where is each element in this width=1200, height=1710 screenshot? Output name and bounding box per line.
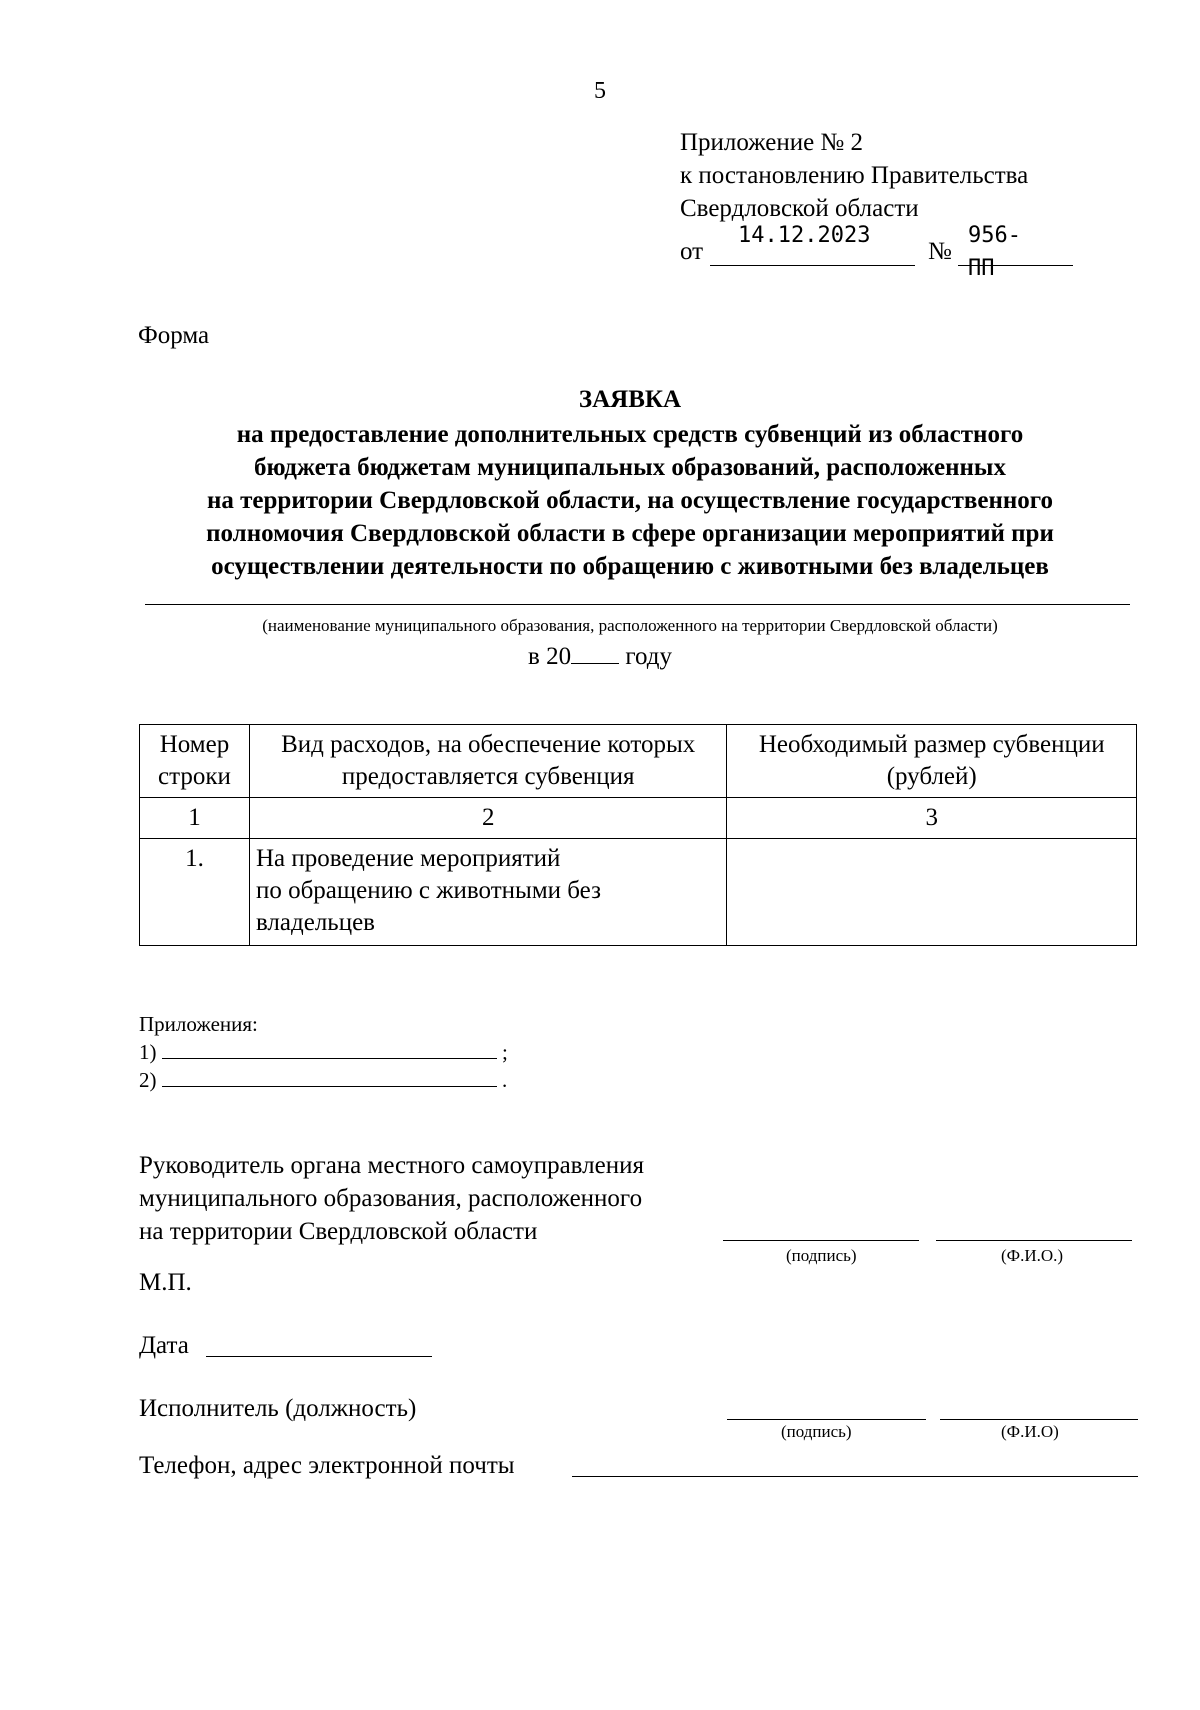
header-text: предоставляется субвенция — [341, 763, 635, 790]
title-line: полномочия Свердловской области в сфере организации мероприятий при — [206, 520, 1054, 547]
date-line[interactable] — [206, 1356, 432, 1357]
year-suffix: году — [625, 643, 672, 670]
annex-reference: к постановлению Правительства — [680, 162, 1029, 189]
page-number: 5 — [594, 78, 606, 104]
title-line: на территории Свердловской области, на осуществление государственного — [207, 487, 1053, 514]
appendix-end: ; — [502, 1040, 508, 1064]
title-line: бюджета бюджетам муниципальных образований, расположенных — [254, 454, 1006, 481]
appendix-end: . — [502, 1068, 508, 1092]
appendix-prefix: 2) — [139, 1068, 157, 1092]
subvention-table — [139, 724, 1137, 946]
annex-date-value: 14.12.2023 — [738, 223, 871, 248]
header-required-amount — [727, 725, 1137, 798]
title-heading: ЗАЯВКА — [578, 386, 682, 413]
appendices-label: Приложения: — [139, 1012, 258, 1036]
table-numbering-row — [140, 798, 1137, 839]
title-line: осуществлении деятельности по обращению с животными без владельцев — [211, 553, 1049, 580]
header-text: Вид расходов, на обеспечение которых — [281, 731, 696, 758]
column-number: 1 — [140, 798, 250, 839]
row-expense-type — [249, 839, 726, 946]
row-text-line: владельцев — [255, 909, 375, 936]
head-line: муниципального образования, расположенного — [139, 1185, 643, 1212]
year-line — [0, 641, 1200, 671]
appendix-blank[interactable] — [162, 1040, 497, 1059]
appendix-item — [139, 1038, 508, 1066]
column-number: 3 — [727, 798, 1137, 839]
header-text: строки — [158, 763, 231, 790]
annex-date-number-line — [680, 223, 1028, 281]
table-row — [140, 839, 1137, 946]
year-prefix: в 20 — [528, 643, 572, 670]
header-row-number — [140, 725, 250, 798]
row-text-line: по обращению с животными без — [255, 877, 601, 904]
annex-number-prefix: № — [928, 238, 952, 265]
executor-signature-line[interactable] — [727, 1419, 926, 1420]
head-name-caption: (Ф.И.О.) — [1001, 1246, 1064, 1265]
head-signature-line[interactable] — [723, 1240, 919, 1241]
head-signature-caption: (подпись) — [786, 1246, 857, 1265]
appendix-item — [139, 1066, 508, 1094]
table-header-row — [140, 725, 1137, 798]
municipality-name-line[interactable] — [145, 604, 1130, 605]
executor-signature-caption: (подпись) — [781, 1422, 852, 1441]
appendices-block — [139, 1010, 508, 1094]
column-number: 2 — [249, 798, 726, 839]
header-text: Необходимый размер субвенции — [758, 731, 1105, 758]
stamp-label: М.П. — [139, 1269, 192, 1296]
head-line: на территории Свердловской области — [139, 1218, 538, 1245]
head-signature-text — [139, 1149, 644, 1248]
appendix-prefix: 1) — [139, 1040, 157, 1064]
title-line: на предоставление дополнительных средств субвенций из областного — [236, 421, 1024, 448]
annex-title: Приложение № 2 — [680, 129, 864, 156]
document-title — [130, 383, 1130, 583]
executor-name-line[interactable] — [940, 1419, 1138, 1420]
header-expense-type — [249, 725, 726, 798]
head-name-line[interactable] — [936, 1240, 1132, 1241]
municipality-caption: (наименование муниципального образования, расположенного на территории Свердловской области) — [262, 616, 998, 635]
row-text-line: На проведение мероприятий — [255, 845, 561, 872]
annex-number-value: 956-ПП — [968, 223, 1021, 281]
annex-region: Свердловской области — [680, 195, 919, 222]
header-text: (рублей) — [886, 763, 977, 790]
form-label: Форма — [138, 322, 210, 349]
date-label: Дата — [139, 1332, 189, 1359]
annex-block — [680, 126, 1029, 281]
appendix-blank[interactable] — [162, 1068, 497, 1087]
row-amount-cell[interactable] — [727, 839, 1137, 946]
executor-name-caption: (Ф.И.О) — [1001, 1422, 1059, 1441]
row-number: 1. — [140, 839, 250, 946]
year-blank[interactable] — [571, 641, 619, 664]
header-text: Номер — [159, 731, 230, 758]
contact-line[interactable] — [572, 1476, 1138, 1477]
head-line: Руководитель органа местного самоуправления — [139, 1152, 644, 1179]
contact-label: Телефон, адрес электронной почты — [139, 1452, 515, 1479]
executor-label: Исполнитель (должность) — [139, 1395, 417, 1422]
annex-date-prefix: от — [680, 238, 704, 265]
